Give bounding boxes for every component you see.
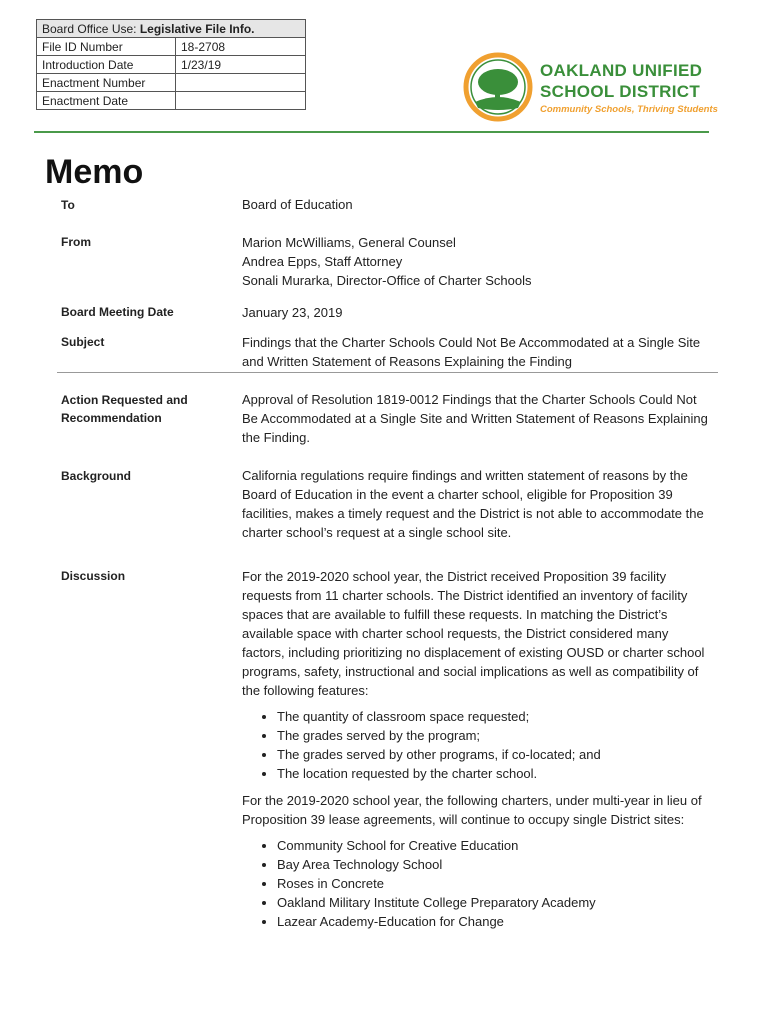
list-item: • Bay Area Technology School: [277, 855, 712, 874]
row-value: [176, 74, 306, 92]
discussion-body: [242, 567, 712, 931]
discussion-label: Discussion: [61, 569, 126, 583]
to-value: Board of Education: [242, 197, 353, 212]
table-row: [37, 56, 306, 74]
district-name: OAKLAND UNIFIED SCHOOL DISTRICT: [540, 61, 703, 101]
section-divider: [57, 372, 718, 373]
action-label: Action Requested and Recommendation: [61, 393, 188, 425]
discussion-paragraph: For the 2019-2020 school year, the following charters, under multi-year in lieu of Proposition 39 lease agreements, will continue to occupy single District sites:: [242, 793, 702, 827]
subject-label: Subject: [61, 335, 105, 349]
list-item: • Lazear Academy-Education for Change: [277, 912, 712, 931]
row-value: [176, 92, 306, 110]
row-value: 18-2708: [176, 38, 306, 56]
meeting-date-value: January 23, 2019: [242, 305, 343, 320]
row-label: Enactment Date: [37, 92, 176, 110]
action-value: Approval of Resolution 1819-0012 Findings that the Charter Schools Could Not Be Accommodated at a Single Site and Written Statement of Reasons Explaining the Finding.: [242, 392, 708, 445]
meeting-date-label: Board Meeting Date: [61, 305, 174, 319]
district-tagline: Community Schools, Thriving Students: [540, 104, 718, 115]
list-item: • The grades served by the program;: [277, 726, 712, 745]
table-row: [37, 38, 306, 56]
list-item: • The quantity of classroom space requested;: [277, 707, 712, 726]
discussion-paragraph: For the 2019-2020 school year, the District received Proposition 39 facility requests from 11 charter schools. The District identified an inventory of facility spaces that are available to fulfill these requests. In matching the District’s available space with charter school requests, the District considered many factors, including prioritizing no displacement of existing OUSD or charter school programs, safety, instructional and social implications as well as compatibility of the following features:: [242, 569, 705, 698]
list-item: • Community School for Creative Education: [277, 836, 712, 855]
district-seal-logo: [463, 52, 533, 122]
row-label: File ID Number: [37, 38, 176, 56]
background-value: California regulations require findings and written statement of reasons by the Board of Education in the event a charter school, eligible for Proposition 39 facilities, makes a timely request and the District is not able to accommodate the charter school’s request at a single school site.: [242, 468, 704, 540]
row-value: 1/23/19: [176, 56, 306, 74]
from-label: From: [61, 235, 91, 249]
table-row: [37, 74, 306, 92]
row-label: Introduction Date: [37, 56, 176, 74]
row-label: Enactment Number: [37, 74, 176, 92]
from-value: Marion McWilliams, General Counsel Andrea Epps, Staff Attorney Sonali Murarka, Director-Office of Charter Schools: [242, 235, 532, 288]
features-list: [242, 707, 712, 783]
table-row: [37, 92, 306, 110]
list-item: • The grades served by other programs, if co-located; and: [277, 745, 712, 764]
list-item: • The location requested by the charter school.: [277, 764, 712, 783]
table-header: Board Office Use: Legislative File Info.: [37, 20, 306, 38]
page-title: Memo: [45, 153, 144, 191]
subject-value: Findings that the Charter Schools Could Not Be Accommodated at a Single Site and Written Statement of Reasons Explaining the Finding: [242, 335, 701, 369]
background-label: Background: [61, 469, 132, 483]
header-divider: [34, 131, 709, 133]
to-label: To: [61, 198, 75, 212]
list-item: • Oakland Military Institute College Preparatory Academy: [277, 893, 712, 912]
legislative-file-info-table: [36, 19, 306, 110]
list-item: • Roses in Concrete: [277, 874, 712, 893]
charters-list: [242, 836, 712, 931]
